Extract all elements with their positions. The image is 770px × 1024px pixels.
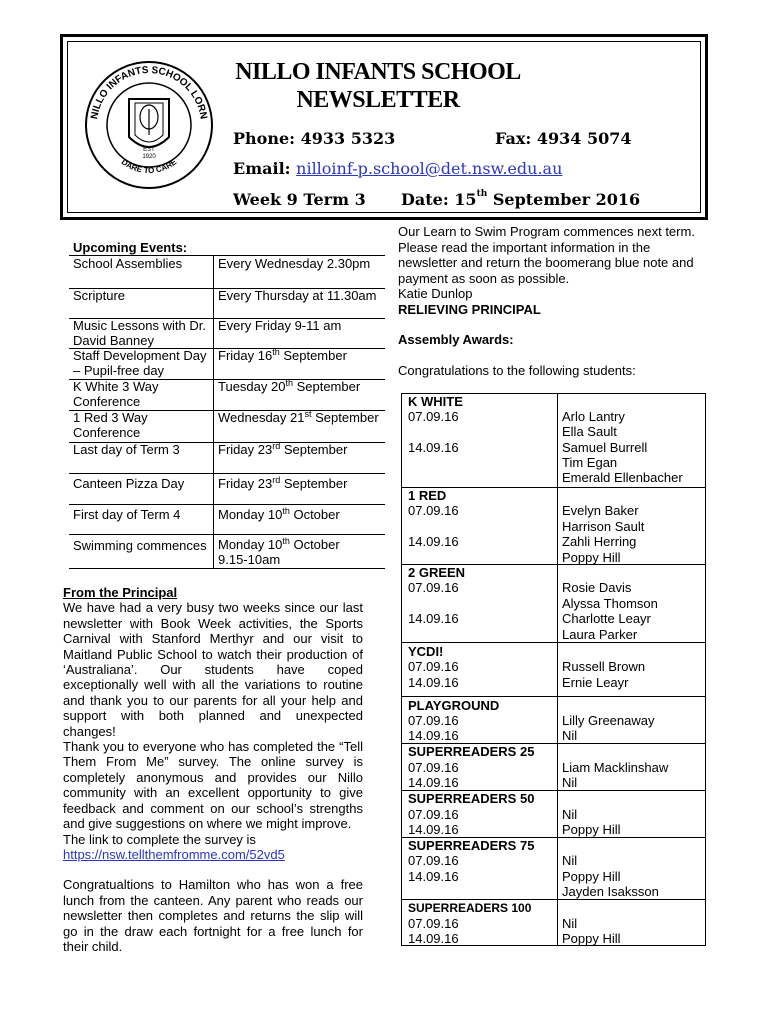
award-student: Tim Egan xyxy=(562,455,618,470)
award-student: Ernie Leayr xyxy=(562,675,629,690)
award-class: K WHITE xyxy=(408,394,463,409)
event-name: Last day of Term 3 xyxy=(73,442,180,457)
event-name: Music Lessons with Dr. David Banney xyxy=(73,318,206,348)
award-class: YCDI! xyxy=(408,644,444,659)
award-date: 14.09.16 xyxy=(408,728,459,743)
award-student: Charlotte Leayr xyxy=(562,611,651,626)
award-student: Zahli Herring xyxy=(562,534,637,549)
award-class: PLAYGROUND xyxy=(408,698,500,713)
award-group xyxy=(402,743,705,791)
award-group xyxy=(402,393,705,486)
award-student: Lilly Greenaway xyxy=(562,713,655,728)
event-when: Friday 16th September xyxy=(218,347,347,363)
award-student: Rosie Davis xyxy=(562,580,632,595)
event-when: Friday 23rd September xyxy=(218,441,348,457)
award-date: 14.09.16 xyxy=(408,440,459,455)
survey-link-intro: The link to complete the survey is xyxy=(63,831,256,847)
fax: Fax: 4934 5074 xyxy=(495,129,632,148)
event-row xyxy=(69,256,385,289)
event-name: Canteen Pizza Day xyxy=(73,476,185,491)
signoff-title: RELIEVING PRINCIPAL xyxy=(398,301,541,317)
newsletter-title-line2: NEWSLETTER xyxy=(296,87,460,113)
award-student: Jayden Isaksson xyxy=(562,884,659,899)
svg-text:EST: EST xyxy=(143,147,155,153)
principal-paragraph-2: Thank you to everyone who has completed the “Tell Them From Me” survey. The online survey is completely anonymous and provides our Nillo community with an excellent opportunity to give feedback and comment on our school’s strengths and give suggestions on where we might improve. xyxy=(63,739,363,832)
award-group xyxy=(402,696,705,744)
event-row xyxy=(69,473,385,505)
award-date: 14.09.16 xyxy=(408,822,459,837)
award-student: Nil xyxy=(562,853,578,868)
event-when: Every Wednesday 2.30pm xyxy=(218,256,371,271)
event-name: First day of Term 4 xyxy=(73,507,181,522)
event-row xyxy=(69,348,385,380)
award-student: Evelyn Baker xyxy=(562,503,639,518)
email-label: Email: xyxy=(233,159,291,178)
award-student: Arlo Lantry xyxy=(562,409,625,424)
email-row xyxy=(233,159,562,178)
event-name: Swimming commences xyxy=(73,538,207,553)
event-name: Scripture xyxy=(73,288,126,303)
event-when: Monday 10th October xyxy=(218,506,340,522)
survey-link[interactable]: https://nsw.tellthemfromme.com/52vd5 xyxy=(63,846,285,862)
award-date: 07.09.16 xyxy=(408,853,459,868)
award-date: 07.09.16 xyxy=(408,580,459,595)
award-date: 07.09.16 xyxy=(408,659,459,674)
award-date: 07.09.16 xyxy=(408,760,459,775)
event-row xyxy=(69,410,385,443)
award-student: Emerald Ellenbacher xyxy=(562,470,683,485)
congrats-text: Congratulations to the following students: xyxy=(398,362,636,378)
award-date: 14.09.16 xyxy=(408,611,459,626)
award-student: Nil xyxy=(562,807,578,822)
event-row xyxy=(69,318,385,349)
award-date: 07.09.16 xyxy=(408,916,459,931)
award-student: Nil xyxy=(562,916,578,931)
award-class: SUPERREADERS 25 xyxy=(408,744,535,759)
svg-text:DARE TO CARE: DARE TO CARE xyxy=(119,157,179,176)
event-name: K White 3 Way Conference xyxy=(73,379,159,409)
svg-text:1920: 1920 xyxy=(142,154,156,160)
awards-heading: Assembly Awards: xyxy=(398,332,514,347)
award-class: SUPERREADERS 100 xyxy=(408,901,532,915)
event-when: Friday 23rd September xyxy=(218,475,348,491)
award-student: Poppy Hill xyxy=(562,550,621,565)
event-name: School Assemblies xyxy=(73,256,183,271)
principal-paragraph-1: We have had a very busy two weeks since our last newsletter with Book Week activities, the Sports Carnival with Stanford Merthyr and our visit to Maitland Public School to watch their production of ‘Australiana’. Our students have coped exceptionally well with all the variations to routine and thank you to our parents for all your help and support with both planned and unexpected changes! xyxy=(63,600,363,739)
event-when: Monday 10th October 9.15-10am xyxy=(218,536,340,567)
date-suffix: September 2016 xyxy=(487,190,641,209)
event-row xyxy=(69,288,385,319)
award-student: Poppy Hill xyxy=(562,822,621,837)
svg-text:NILLO INFANTS SCHOOL LORN: NILLO INFANTS SCHOOL LORN xyxy=(89,64,209,121)
issue-date xyxy=(401,190,640,209)
award-student: Harrison Sault xyxy=(562,519,645,534)
award-group xyxy=(402,564,705,643)
award-class: SUPERREADERS 50 xyxy=(408,791,535,806)
award-student: Russell Brown xyxy=(562,659,646,674)
school-crest-logo xyxy=(83,59,215,191)
award-date: 14.09.16 xyxy=(408,534,459,549)
principal-heading: From the Principal xyxy=(63,585,178,600)
event-row xyxy=(69,442,385,474)
award-student: Poppy Hill xyxy=(562,931,621,946)
award-class: 2 GREEN xyxy=(408,565,466,580)
award-group xyxy=(402,790,705,838)
principal-section xyxy=(63,585,363,954)
award-date: 07.09.16 xyxy=(408,409,459,424)
award-date: 14.09.16 xyxy=(408,775,459,790)
award-date: 14.09.16 xyxy=(408,869,459,884)
newsletter-title-line1: NILLO INFANTS SCHOOL xyxy=(235,59,521,85)
week-term: Week 9 Term 3 xyxy=(233,190,366,209)
events-heading: Upcoming Events: xyxy=(73,240,188,255)
award-student: Nil xyxy=(562,728,578,743)
award-date: 14.09.16 xyxy=(408,931,459,946)
award-student: Alyssa Thomson xyxy=(562,596,658,611)
date-prefix: Date: 15 xyxy=(401,190,477,209)
award-group xyxy=(402,642,705,697)
signoff-name: Katie Dunlop xyxy=(398,286,473,301)
event-when: Tuesday 20th September xyxy=(218,378,361,394)
event-row xyxy=(69,534,385,569)
email-link[interactable]: nilloinf-p.school@det.nsw.edu.au xyxy=(296,159,563,178)
award-group xyxy=(402,837,705,900)
event-when: Wednesday 21st September xyxy=(218,409,379,425)
award-student: Samuel Burrell xyxy=(562,440,648,455)
award-class: 1 RED xyxy=(408,488,447,503)
award-student: Liam Macklinshaw xyxy=(562,760,669,775)
newsletter-header xyxy=(60,34,708,220)
swim-program-notice: Our Learn to Swim Program commences next term. Please read the important information in the newsletter and return the boomerang blue note and payment as soon as possible. xyxy=(398,224,695,286)
award-date: 07.09.16 xyxy=(408,807,459,822)
event-name: Staff Development Day – Pupil-free day xyxy=(73,348,207,378)
phone: Phone: 4933 5323 xyxy=(233,129,396,148)
award-student: Laura Parker xyxy=(562,627,638,642)
award-group xyxy=(402,899,705,946)
event-row xyxy=(69,379,385,411)
date-sup: th xyxy=(476,189,488,199)
awards-table xyxy=(401,393,706,946)
event-name: 1 Red 3 Way Conference xyxy=(73,410,148,440)
event-when: Every Thursday at 11.30am xyxy=(218,288,377,303)
right-column-text xyxy=(398,224,704,378)
award-student: Ella Sault xyxy=(562,424,617,439)
event-when: Every Friday 9-11 am xyxy=(218,318,342,333)
award-class: SUPERREADERS 75 xyxy=(408,838,535,853)
principal-paragraph-4: Congratualtions to Hamilton who has won a free lunch from the canteen. Any parent who reads our newsletter then completes and returns the slip will go in the draw each fortnight for a free lunch for their child. xyxy=(63,877,363,954)
event-row xyxy=(69,504,385,535)
award-date: 07.09.16 xyxy=(408,503,459,518)
award-student: Nil xyxy=(562,775,578,790)
award-date: 14.09.16 xyxy=(408,675,459,690)
award-group xyxy=(402,487,705,565)
spacer xyxy=(63,862,363,877)
award-date: 07.09.16 xyxy=(408,713,459,728)
award-student: Poppy Hill xyxy=(562,869,621,884)
